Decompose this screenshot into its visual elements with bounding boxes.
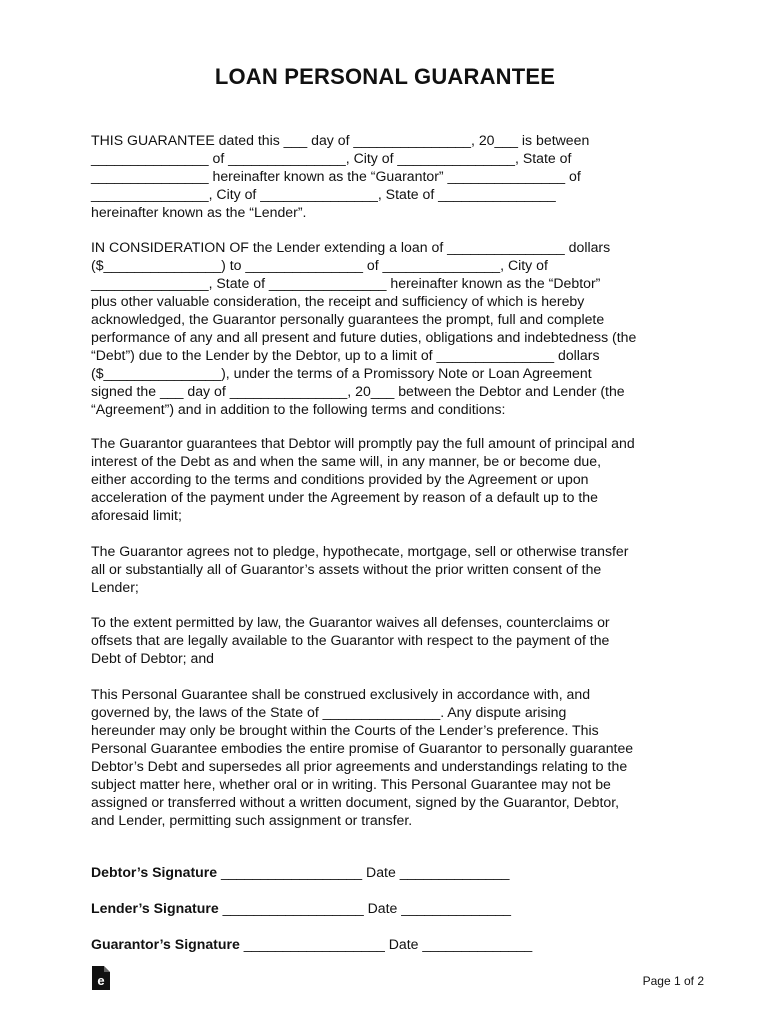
- paragraph-text: The Guarantor agrees not to pledge, hypothecate, mortgage, sell or otherwise transfer all or substantially all of Guarantor’s assets without the prior written consent of the Lender;: [91, 543, 629, 595]
- paragraph-asset-transfer: [91, 542, 691, 596]
- debtor-date-label: Date: [366, 864, 396, 880]
- guarantor-date-label: Date: [388, 936, 419, 952]
- paragraph-text: To the extent permitted by law, the Guarantor waives all defenses, counterclaims or offsets that are legally available to the Guarantor with respect to the payment of the Debt of Debtor; and: [91, 614, 610, 666]
- svg-text:e: e: [97, 973, 105, 988]
- lender-signature-label: Lender’s Signature: [91, 900, 219, 916]
- guarantor-signature-label: Guarantor’s Signature: [91, 936, 240, 952]
- lender-signature-row: [91, 899, 511, 917]
- lender-date-label: Date: [367, 900, 398, 916]
- page-number: Page 1 of 2: [642, 974, 704, 988]
- debtor-signature-field[interactable]: __________________: [217, 864, 367, 880]
- paragraph-waiver: [91, 613, 691, 667]
- paragraph-text: THIS GUARANTEE dated this ___ day of _______________, 20___ is between _______________ of _______________, City of _______________, State of _______________ hereinafter known as the “Guarantor” _______________ of _______________, City of _______________, State of _______________ hereinafter known as the “Lender”.: [91, 132, 590, 220]
- paragraph-parties: [91, 131, 691, 221]
- debtor-signature-row: [91, 863, 509, 881]
- debtor-date-field[interactable]: ______________: [395, 864, 510, 880]
- paragraph-text: This Personal Guarantee shall be construed exclusively in accordance with, and governed by, the laws of the State of _______________. Any dispute arising hereunder may only be brought within the Courts of the Lender’s preference. This Personal Guarantee embodies the entire promise of Guarantor to personally guarantee Debtor’s Debt and supersedes all prior agreements and understandings relating to the subject matter here, whether oral or in writing. This Personal Guarantee may not be assigned or transferred without a written document, signed by the Guarantor, Debtor, and Lender, permitting such assignment or transfer.: [91, 686, 634, 828]
- debtor-signature-label: Debtor’s Signature: [91, 864, 218, 880]
- paragraph-consideration: [91, 238, 691, 418]
- guarantor-date-field[interactable]: ______________: [418, 936, 533, 952]
- guarantor-signature-field[interactable]: __________________: [239, 936, 389, 952]
- eforms-logo-icon: [91, 966, 111, 990]
- lender-signature-field[interactable]: __________________: [218, 900, 368, 916]
- paragraph-governing-law: [91, 685, 691, 829]
- guarantor-signature-row: [91, 935, 532, 953]
- paragraph-text: IN CONSIDERATION OF the Lender extending a loan of _______________ dollars ($_______________) to _______________ of _______________, City of _______________, State of _______________ hereinafter known as the “Debtor” plus other valuable consideration, the receipt and sufficiency of which is hereby acknowledged, the Guarantor personally guarantees the prompt, full and complete performance of any and all present and future duties, obligations and indebtedness (the “Debt”) due to the Lender by the Debtor, up to a limit of _______________ dollars ($_______________), under the terms of a Promissory Note or Loan Agreement signed the ___ day of _______________, 20___ between the Debtor and Lender (the “Agreement”) and in addition to the following terms and conditions:: [91, 239, 637, 417]
- lender-date-field[interactable]: ______________: [397, 900, 512, 916]
- document-title: LOAN PERSONAL GUARANTEE: [214, 64, 556, 89]
- paragraph-text: The Guarantor guarantees that Debtor will promptly pay the full amount of principal and interest of the Debt as and when the same will, in any manner, be or become due, either according to the terms and conditions provided by the Agreement or upon acceleration of the payment under the Agreement by reason of a default up to the aforesaid limit;: [91, 435, 635, 523]
- paragraph-payment-guarantee: [91, 434, 691, 524]
